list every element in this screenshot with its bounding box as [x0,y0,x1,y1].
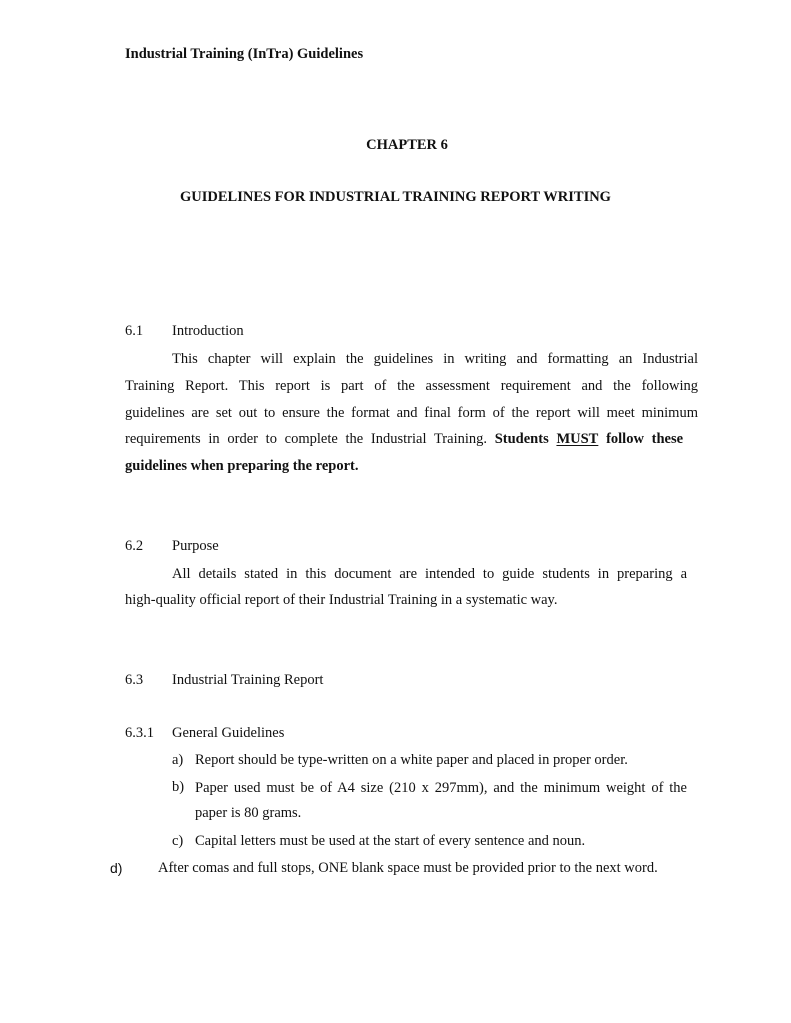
list-marker: b) [172,779,185,795]
section-number: 6.1 [125,323,144,339]
section-number: 6.2 [125,538,144,554]
section-heading: Purpose [172,538,219,554]
emphasis-must: MUST [556,431,599,447]
list-marker: d) [110,860,123,876]
chapter-number: CHAPTER 6 [366,137,448,153]
paragraph-line: high-quality official report of their Industrial Training in a systematic way. [125,592,558,608]
list-item-text: Capital letters must be used at the start of every sentence and noun. [195,833,586,849]
chapter-title: GUIDELINES FOR INDUSTRIAL TRAINING REPORT WRITING [180,189,611,205]
paragraph-line: This chapter will explain the guidelines in writing and formatting an Industrial [172,351,698,367]
paragraph-line: guidelines are set out to ensure the format and final form of the report will meet minimum [125,405,698,421]
list-item-text: paper is 80 grams. [195,805,302,821]
list-item-text: Report should be type-written on a white paper and placed in proper order. [195,752,628,768]
paragraph-line: Training Report. This report is part of the assessment requirement and the following [125,378,698,394]
paragraph-line: All details stated in this document are intended to guide students in preparing a [172,566,687,582]
list-marker: a) [172,752,184,768]
list-item-text: After comas and full stops, ONE blank space must be provided prior to the next word. [158,860,658,876]
section-heading: Industrial Training Report [172,672,324,688]
list-item-text: Paper used must be of A4 size (210 x 297mm), and the minimum weight of the [195,780,687,796]
subsection-number: 6.3.1 [125,725,154,741]
section-heading: Introduction [172,323,244,339]
section-number: 6.3 [125,672,144,688]
paragraph-text: requirements in order to complete the Industrial Training. [125,431,487,447]
subsection-heading: General Guidelines [172,725,285,741]
emphasis-text: follow these [606,431,684,447]
running-header: Industrial Training (InTra) Guidelines [125,46,364,62]
emphasis-line: guidelines when preparing the report. [125,458,359,474]
list-marker: c) [172,833,184,849]
emphasis-text: Students [494,431,549,447]
paragraph-line-mixed [125,430,683,448]
